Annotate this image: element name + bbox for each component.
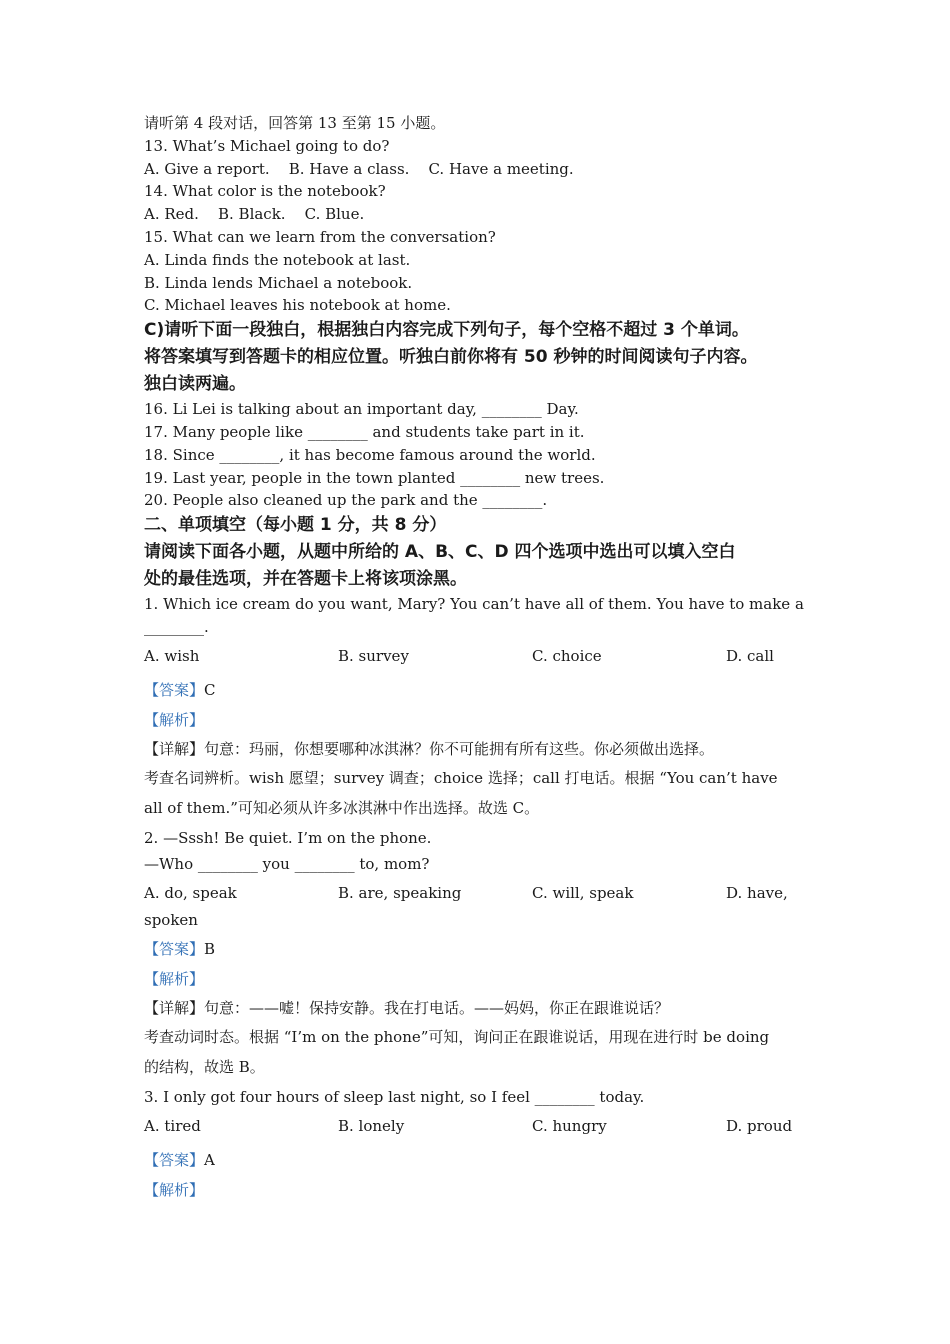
option-a: A. do, speak [144, 883, 237, 902]
option-c: C. choice [532, 646, 602, 665]
sentence-16: 16. Li Lei is talking about an important day, ________ Day. [144, 400, 579, 419]
detail-tag: 【详解】 [144, 739, 205, 758]
sentence-19: 19. Last year, people in the town planted ________ new trees. [144, 468, 605, 487]
part-2-instruction-2: 处的最佳选项，并在答题卡上将该项涂黑。 [144, 569, 467, 590]
answer-tag: 【答案】 [144, 1151, 205, 1170]
question-13-options: A. Give a report. B. Have a class. C. Have a meeting. [144, 159, 574, 178]
question-1-stem: 1. Which ice cream do you want, Mary? You can’t have all of them. You have to make a [144, 595, 804, 614]
question-3-options [144, 1115, 824, 1137]
question-2-options [144, 882, 824, 904]
option-b: B. survey [338, 646, 409, 665]
question-2-detail-3: 的结构，故选 B。 [144, 1057, 265, 1076]
option-c: C. will, speak [532, 883, 634, 902]
option-a: A. wish [144, 646, 200, 665]
question-2-analysis-tag: 【解析】 [144, 969, 205, 988]
sentence-18: 18. Since ________, it has become famous around the world. [144, 445, 596, 464]
question-1-answer [144, 675, 824, 705]
option-b: B. lonely [338, 1117, 405, 1136]
answer-tag: 【答案】 [144, 939, 205, 958]
question-3-answer [144, 1145, 824, 1175]
answer-value: C [204, 680, 216, 699]
question-1-stem-blank: ________. [144, 617, 209, 636]
listening-intro: 请听第 4 段对话，回答第 13 至第 15 小题。 [144, 114, 446, 132]
section-c-instruction-3: 独白读两遍。 [144, 374, 246, 395]
sentence-17: 17. Many people like ________ and students take part in it. [144, 422, 585, 441]
section-c-instruction-2: 将答案填写到答题卡的相应位置。听独白前你将有 50 秒钟的时间阅读句子内容。 [144, 347, 758, 368]
section-c-instruction-1: C)请听下面一段独白，根据独白内容完成下列句子，每个空格不超过 3 个单词。 [144, 320, 749, 341]
option-d: D. proud [726, 1117, 793, 1136]
question-15-option-a: A. Linda finds the notebook at last. [144, 250, 411, 269]
question-13: 13. What’s Michael going to do? [144, 136, 390, 155]
part-2-title: 二、单项填空（每小题 1 分，共 8 分） [144, 515, 447, 536]
question-2-stem-reply: —Who ________ you ________ to, mom? [144, 855, 430, 874]
question-14-options: A. Red. B. Black. C. Blue. [144, 205, 365, 224]
question-15: 15. What can we learn from the conversation? [144, 227, 496, 246]
question-3-stem: 3. I only got four hours of sleep last night, so I feel ________ today. [144, 1088, 645, 1107]
question-1-options [144, 645, 824, 667]
detail-text: 句意：——嘘！保持安静。我在打电话。——妈妈，你正在跟谁说话？ [204, 998, 670, 1017]
option-b: B. are, speaking [338, 883, 462, 902]
question-1-detail-2: 考查名词辨析。wish 愿望；survey 调查；choice 选择；call 打电话。根据 “You can’t have [144, 769, 778, 788]
question-3-analysis-tag: 【解析】 [144, 1181, 205, 1200]
question-2-stem: 2. —Sssh! Be quiet. I’m on the phone. [144, 829, 432, 848]
question-14: 14. What color is the notebook? [144, 182, 386, 201]
option-d: D. have, [726, 883, 788, 902]
question-1-detail-1 [144, 735, 824, 765]
question-15-option-b: B. Linda lends Michael a notebook. [144, 273, 413, 292]
option-d: D. call [726, 646, 774, 665]
question-2-detail-2: 考查动词时态。根据 “I’m on the phone”可知，询问正在跟谁说话，用现在进行时 be doing [144, 1028, 770, 1047]
answer-tag: 【答案】 [144, 680, 205, 699]
option-a: A. tired [144, 1117, 201, 1136]
question-2-detail-1 [144, 994, 824, 1024]
detail-text: 句意：玛丽，你想要哪种冰淇淋？你不可能拥有所有这些。你必须做出选择。 [204, 739, 715, 758]
question-2-answer [144, 934, 824, 964]
question-1-detail-3: all of them.”可知必须从许多冰淇淋中作出选择。故选 C。 [144, 798, 540, 817]
document-page [144, 112, 824, 1205]
question-1-analysis-tag: 【解析】 [144, 710, 205, 729]
question-15-option-c: C. Michael leaves his notebook at home. [144, 296, 451, 315]
part-2-instruction-1: 请阅读下面各小题，从题中所给的 A、B、C、D 四个选项中选出可以填入空白 [144, 542, 736, 563]
answer-value: A [204, 1151, 215, 1170]
option-c: C. hungry [532, 1117, 607, 1136]
question-2-option-wrap: spoken [144, 910, 198, 929]
answer-value: B [204, 939, 216, 958]
detail-tag: 【详解】 [144, 998, 205, 1017]
sentence-20: 20. People also cleaned up the park and the ________. [144, 491, 548, 510]
